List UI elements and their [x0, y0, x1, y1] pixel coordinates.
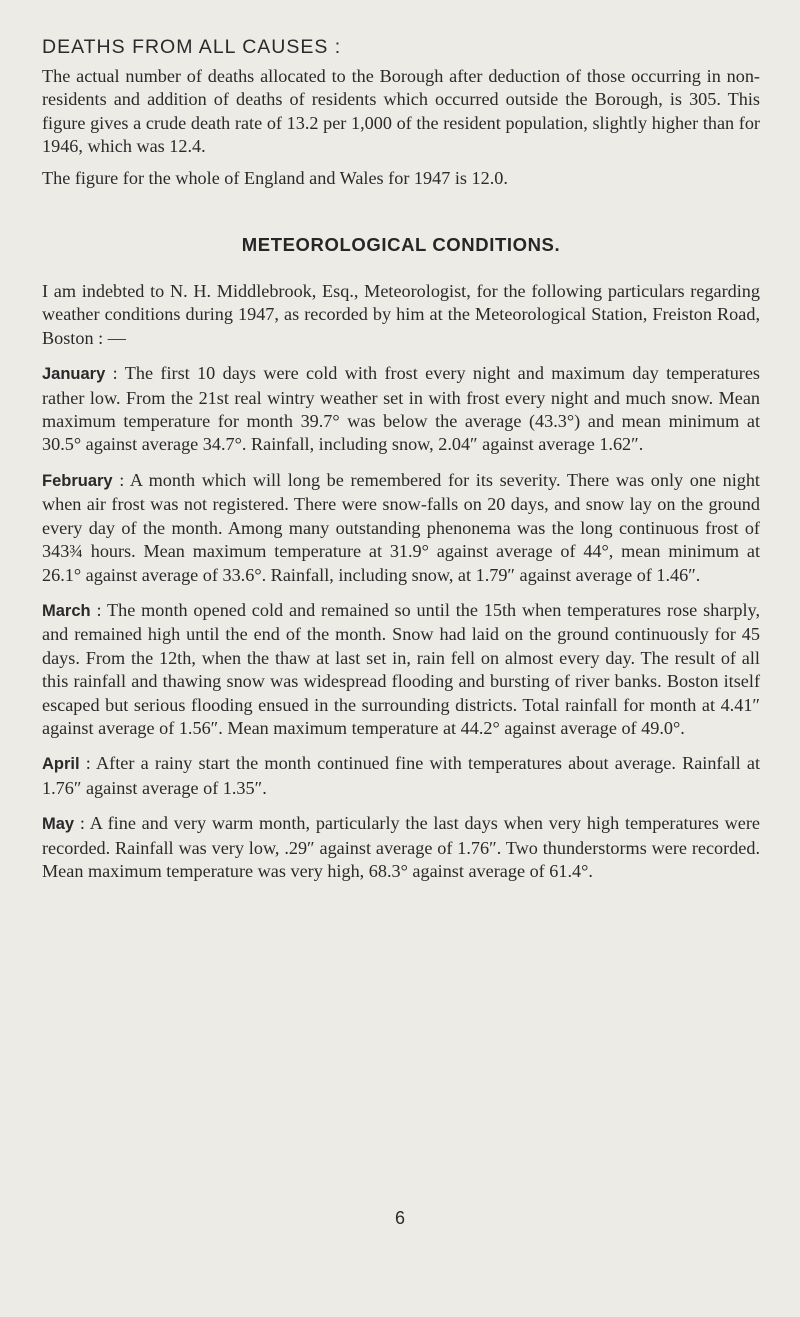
month-paragraph-may	[42, 812, 760, 883]
month-text: : The first 10 days were cold with frost every night and maximum day temperatures rather low. From the 21st real wintry weather set in with frost every night and much snow. Mean maximum temperature for month 39.7° was below the average (43.3°) and mean minimum at 30.5° against average 34.7°. Rainfall, including snow, 2.04″ against average 1.62″.	[42, 363, 760, 455]
deaths-heading: DEATHS FROM ALL CAUSES :	[42, 36, 342, 58]
england-wales-paragraph: The figure for the whole of England and Wales for 1947 is 12.0.	[42, 167, 508, 188]
month-text: : After a rainy start the month continued fine with temperatures about average. Rainfall at 1.76″ against average of 1.35″.	[42, 753, 760, 798]
meteorological-title: METEOROLOGICAL CONDITIONS.	[241, 234, 561, 256]
month-text: : The month opened cold and remained so until the 15th when temperatures rose sharply, and remained high until the end of the month. Snow had laid on the ground continuously for 45 days. From the 12th, when the thaw at last set in, rain fell on almost every day. The result of all this rainfall and thawing snow was widespread flooding and bursting of river banks. Boston itself escaped but serious flooding ensued in the surrounding districts. Total rainfall for month at 4.41″ against average of 1.56″. Mean maximum temperature at 44.2° against average of 49.0°.	[42, 599, 760, 738]
meteorological-intro: I am indebted to N. H. Middlebrook, Esq., Meteorologist, for the following particulars regarding weather conditions during 1947, as recorded by him at the Meteorological Station, Freiston Road, Boston : —	[42, 281, 760, 348]
month-text: : A month which will long be remembered for its severity. There was only one night when air frost was not registered. There were snow-falls on 20 days, and snow lay on the ground every day of the month. Among many outstanding phenonema was the long continuous frost of 343¾ hours. Mean maximum temperature at 31.9° against average of 44°, mean minimum at 26.1° against average of 33.6°. Rainfall, including snow, at 1.79″ against average of 1.46″.	[42, 469, 760, 585]
month-paragraph-march	[42, 599, 760, 740]
month-paragraph-february	[42, 469, 760, 587]
document-page	[42, 36, 760, 883]
month-label: January	[42, 365, 106, 384]
month-paragraph-january	[42, 362, 760, 457]
deaths-paragraph: The actual number of deaths allocated to the Borough after deduction of those occurring in non-residents and addition of deaths of residents which occurred outside the Borough, is 305. This figure gives a crude death rate of 13.2 per 1,000 of the resident population, slightly higher than for 1946, which was 12.4.	[42, 66, 760, 157]
month-label: April	[42, 755, 80, 774]
month-label: March	[42, 601, 91, 620]
month-label: February	[42, 471, 113, 490]
month-label: May	[42, 815, 75, 834]
page-number: 6	[394, 1208, 405, 1228]
month-text: : A fine and very warm month, particularly the last days when very high temperatures were recorded. Rainfall was very low, .29″ against average of 1.76″. Two thunderstorms were recorded. Mean maximum temperature was very high, 68.3° against average of 61.4°.	[42, 813, 760, 881]
month-paragraph-april	[42, 752, 760, 800]
